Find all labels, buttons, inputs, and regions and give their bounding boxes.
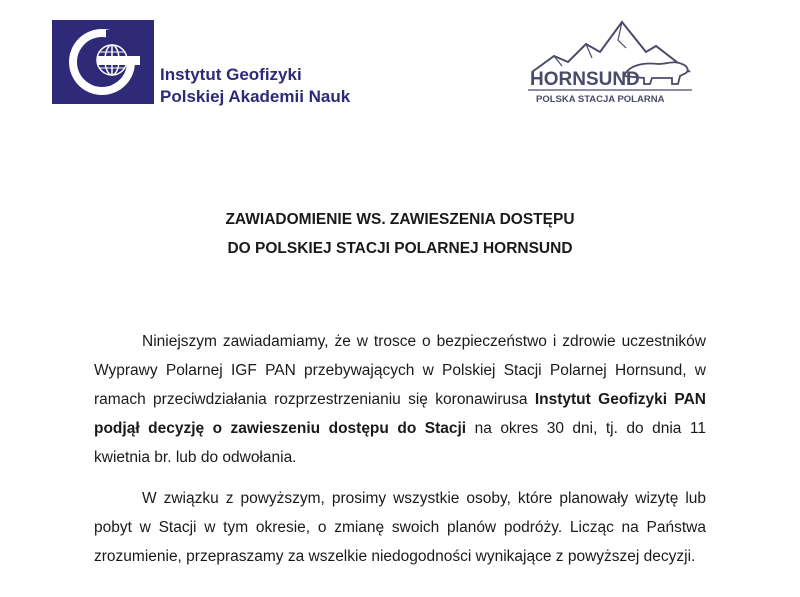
hornsund-subtitle: POLSKA STACJA POLARNA (536, 94, 665, 105)
document-title (0, 205, 800, 263)
igf-name-line2: Polskiej Akademii Nauk (160, 87, 351, 106)
igf-logo (52, 20, 382, 110)
igf-name-line1: Instytut Geofizyki (160, 65, 302, 84)
paragraph-1-bold-text: Instytut Geofizyki PAN podjął decyzję o zawieszeniu dostępu do Stacji (94, 391, 706, 437)
igf-globe-logo-icon (52, 20, 154, 104)
paragraph-2: W związku z powyższym, prosimy wszystkie osoby, które planowały wizytę lub pobyt w Stacji w tym okresie, o zmianę swoich planów podróży. Licząc na Państwa zrozumienie, przepraszamy za wszelkie niedogodności wynikające z powyższej decyzji. (94, 490, 706, 565)
title-line1: ZAWIADOMIENIE WS. ZAWIESZENIA DOSTĘPU (225, 211, 575, 228)
paragraph-1-text: Niniejszym zawiadamiamy, że w trosce o bezpieczeństwo i zdrowie uczestników Wyprawy Polarnej IGF PAN przebywających w Polskiej Stacji Polarnej Hornsund, w ramach przeciwdziałania rozprzestrzenianiu się koronawirusa (94, 333, 706, 408)
paragraph-1-text-end: na okres 30 dni, tj. do dnia 11 kwietnia br. lub do odwołania. (94, 420, 706, 466)
igf-institute-name (160, 64, 350, 108)
document-body (94, 327, 706, 583)
paragraph-1 (94, 327, 706, 472)
hornsund-logo (524, 14, 704, 110)
hornsund-name: HORNSUND (530, 69, 640, 90)
title-line2: DO POLSKIEJ STACJI POLARNEJ HORNSUND (227, 240, 573, 257)
